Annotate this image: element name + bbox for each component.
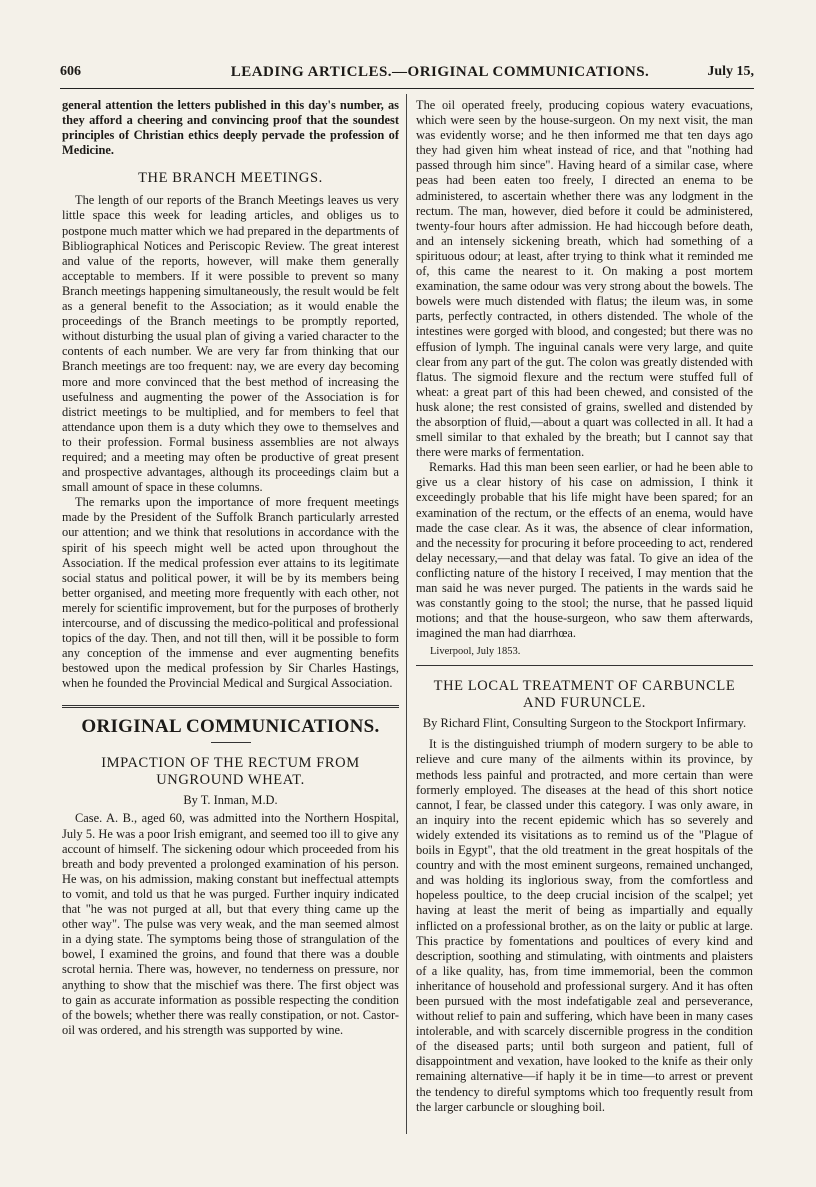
impaction-case-paragraph: Case. A. B., aged 60, was admitted into the Northern Hospital, July 5. He was a poor Irish emigrant, and seemed too ill to give any account of himself. The sickening odour which proceeded from his breath and body prevented a prolonged examination of his person. He was, on his admission, making constant but ineffectual attempts to vomit, and told us that he was purged. Further inquiry indicated that "he was not purged at all, but that every thing came up the other way". The pulse was very weak, and the man seemed almost in a dying state. The symptoms being those of strangulation of the bowel, I examined the groins, and found that there was a double scrotal hernia. There was, however, no tenderness on pressure, nor anything to show that the mischief was there. The first object was to gain as accurate information as possible respecting the condition of the bowels; whether there was really constipation, or not. Castor-oil was ordered, and his strength was supported by wine.: [62, 811, 399, 1037]
page-number: 606: [60, 64, 81, 79]
remarks-paragraph: Remarks. Had this man been seen earlier, or had he been able to give us a clear history of his case on admission, I think it exceedingly probable that his life might have been spared; for an examination of the rectum, or the effects of an enema, would have made the case clear. As it was, the absence of clear information, and the necessity for procuring it before proceeding to act, rendered delay necessary,—and that delay was fatal. To give an idea of the conflicting nature of the history I received, I may mention that the man said he was never purged. The patients in the wards said he was constantly going to the stool; the nurse, that he passed liquid motions; and that the house-surgeon, who saw them afterwards, imagined the man had diarrhœa.: [416, 460, 753, 641]
running-title: LEADING ARTICLES.—ORIGINAL COMMUNICATIONS.: [230, 64, 650, 80]
branch-paragraph-1: The length of our reports of the Branch Meetings leaves us very little space this week for leading articles, and obliges us to postpone much matter which we had prepared in the departments of Bibliographical Notices and Periscopic Review. The great interest and value of the reports, however, will make them generally acceptable to members. If it were possible to prevent so many Branch meetings happening simultaneously, the result would be felt as a general benefit to the Association; as it would enable the proceedings of the Branch meetings to be promptly reported, without disturbing the usual plan of giving a varied character to the contents of each number. We are very far from thinking that our Branch meetings are too frequent: nay, we are every day becoming more and more convinced that the best method of increasing the usefulness and augmenting the power of the Association is for district meetings to be multiplied, and for members to feel that attendance upon them is a duty which they owe to themselves and to their profession. Formal business assemblies are not always required; and a meeting may often be productive of great present and prospective advantages, although its proceedings claim but a small amount of space in these columns.: [62, 193, 399, 495]
carbuncle-author: By Richard Flint, Consulting Surgeon to the Stockport Infirmary.: [422, 716, 747, 731]
article-divider: [416, 665, 753, 666]
issue-date: July 15,: [707, 64, 754, 79]
right-column: [416, 98, 753, 1128]
intro-paragraph: general attention the letters published in this day's number, as they afford a cheering and convincing proof that the soundest principles of Christian ethics deeply pervade the profession of Medicine.: [62, 98, 399, 158]
original-communications-heading: ORIGINAL COMMUNICATIONS.: [81, 716, 380, 738]
header-rule: [60, 88, 754, 89]
left-column: [62, 98, 399, 1138]
place-date-line: Liverpool, July 1853.: [430, 646, 521, 658]
impaction-article-title: IMPACTION OF THE RECTUM FROM UNGROUND WHEAT.: [101, 755, 360, 789]
running-header: [60, 64, 754, 86]
section-rule: [62, 705, 399, 708]
carbuncle-paragraph: It is the distinguished triumph of modern surgery to be able to relieve and cure many of the ailments within its province, by methods less painful and protracted, and more certain than were formerly employed. The diseases at the head of this short notice cannot, I fear, be classed under this category. I was only aware, in an inquiry into the recent epidemic which has so severely and widely extended its visitations as to remind us of the "Plague of boils in Egypt", that the old treatment in the great hospitals of the country and with the most eminent surgeons, remained unchanged, and was holding its inglorious sway, from the comfortless and hopeless poultice, to the deep crucial incision of the scalpel; yet having at least the merit of being as impartially and equally inflicted on a professional brother, as on the laity or public at large. This practice by fomentations and poultices of every kind and description, soothing and stimulating, with ointments and plaisters of a like quality, has, from time immemorial, been the common inheritance of household and professional surgery. And it has often been pursued with the most indefatigable zeal and perseverance, without relief to pain and suffering, which have been in many cases intolerable, and with scarcely discernible progress in the condition of the diseased parts; until both surgeon and patient, full of disappointment and vexation, have looked to the knife as their only remaining alternative—if haply it be in time—to arrest or prevent the tendency to direful symptoms which too frequently result from the larger carbuncle or sloughing boil.: [416, 737, 753, 1114]
impaction-continued-paragraph: The oil operated freely, producing copious watery evacuations, which were seen by the house-surgeon. On my next visit, the man was evidently worse; and he then informed me that ten days ago they had given him wheat instead of rice, and that "nothing had passed through him since". Having heard of a similar case, where peas had been eaten too freely, I directed an enema to be administered, to ascertain whether there was any lodgment in the rectum. The man, however, died before it could be administered, twenty-four hours after admission. He had hiccough before death, and an intensely sickening breath, which had something of a spirituous odour; at least, after trying to think what it reminded me of, this came the nearest to it. On making a post mortem examination, the same odour was very strong about the bowels. The bowels were much distended with flatus; the ileum was, in some parts, perfectly contracted, in others distended. The whole of the intestines were gorged with blood, and congested; but there was no effusion of lymph. The inguinal canals were very large, and quite clear from any part of the gut. The colon was greatly distended with flatus. The sigmoid flexure and the rectum were stuffed full of wheat: a great part of this had been chewed, and consisted of the husk alone; the rest consisted of grains, swelled and distended by the absorption of fluid,—about a quart was collected in all. It had a smell similar to that exhaled by the breath; but I cannot say that there were marks of fermentation.: [416, 98, 753, 460]
carbuncle-article-title: THE LOCAL TREATMENT OF CARBUNCLE AND FURUNCLE.: [433, 678, 736, 712]
branch-meetings-heading: THE BRANCH MEETINGS.: [138, 170, 323, 187]
column-separator: [406, 94, 407, 1134]
short-rule: [211, 742, 251, 743]
branch-paragraph-2: The remarks upon the importance of more frequent meetings made by the President of the Suffolk Branch particularly arrested our attention; and we think that resolutions in accordance with the spirit of his speech might well be acted upon throughout the Association. If the medical profession ever attains to its legitimate social status and political power, it will be by its members being better organised, and meeting more frequently with each other, not merely for scientific improvement, but for the purposes of brotherly intercourse, and of discussing the medico-political and professional topics of the day. Then, and not till then, will it be possible to form any conception of the immense and ever augmenting benefits bestowed upon the medical profession by Sir Charles Hastings, when he founded the Provincial Medical and Surgical Association.: [62, 495, 399, 691]
impaction-author: By T. Inman, M.D.: [183, 793, 278, 808]
